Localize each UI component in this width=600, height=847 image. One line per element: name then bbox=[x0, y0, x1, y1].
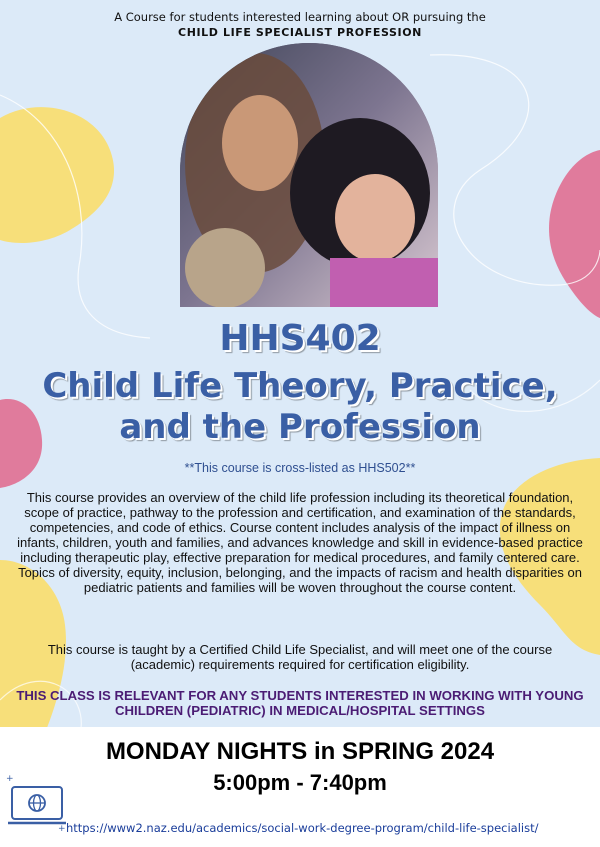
laptop-globe-icon bbox=[6, 773, 66, 833]
child-shirt bbox=[330, 258, 438, 307]
schedule-time: 5:00pm - 7:40pm bbox=[213, 770, 387, 795]
hero-photo bbox=[180, 43, 438, 307]
teddy-bear bbox=[185, 228, 265, 307]
crosslisted-note: **This course is cross-listed as HHS502** bbox=[184, 461, 416, 475]
child-face bbox=[335, 174, 415, 262]
course-title bbox=[0, 366, 600, 448]
pink-blob-top-right bbox=[549, 150, 600, 318]
header bbox=[0, 10, 600, 40]
svg-text:+: + bbox=[6, 774, 14, 784]
course-description: This course provides an overview of the child life profession including its theoretical foundation, scope of practice, pathway to the profession and certification, and examination of the standards, competencies, and code of ethics. Course content includes analysis of the impact of illness on infants, children, youth and families, and advances knowledge and skill in evidence-based practice including therapeutic play, effective preparation for medical procedures, and family centered care. Topics of diversity, equity, inclusion, belonging, and the impacts of racism and health disparities on pediatric patients and families will be woven throughout the course content. bbox=[17, 490, 583, 595]
svg-text:+: + bbox=[58, 824, 66, 833]
relevance-statement: THIS CLASS IS RELEVANT FOR ANY STUDENTS INTERESTED IN WORKING WITH YOUNG CHILDREN (PEDIATRIC) IN MEDICAL/HOSPITAL SETTINGS bbox=[16, 688, 584, 718]
course-title-line-2: and the Profession bbox=[119, 407, 481, 447]
course-code: HHS402 bbox=[219, 318, 381, 359]
course-url-link[interactable]: https://www2.naz.edu/academics/social-work-degree-program/child-life-specialist/ bbox=[66, 821, 539, 835]
adult-face bbox=[222, 95, 298, 191]
yellow-blob-top-left bbox=[0, 107, 114, 243]
schedule-days: MONDAY NIGHTS in SPRING 2024 bbox=[105, 738, 495, 765]
tagline: A Course for students interested learning about OR pursuing the bbox=[114, 10, 486, 24]
profession-heading: CHILD LIFE SPECIALIST PROFESSION bbox=[178, 26, 422, 39]
instructor-note: This course is taught by a Certified Child Life Specialist, and will meet one of the course (academic) requirements required for certification eligibility. bbox=[47, 642, 553, 672]
course-title-line-1: Child Life Theory, Practice, bbox=[42, 366, 558, 406]
